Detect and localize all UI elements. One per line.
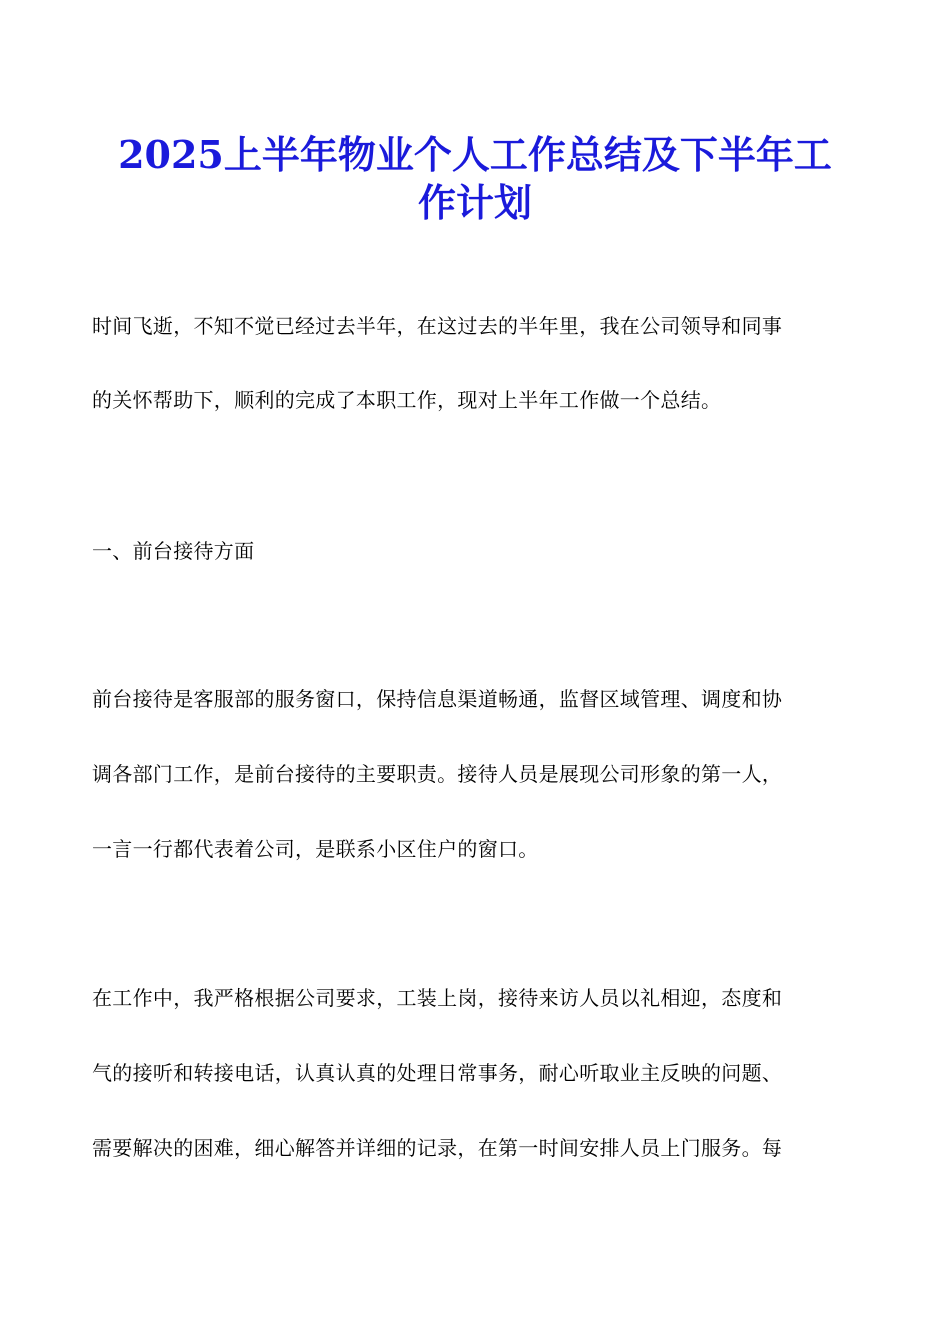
document-title-line-1: 2025上半年物业个人工作总结及下半年工 [118, 132, 832, 177]
paragraph-4-line-1: 在工作中，我严格根据公司要求，工装上岗，接待来访人员以礼相迎，态度和 [92, 986, 783, 1010]
paragraph-3-line-1: 前台接待是客服部的服务窗口，保持信息渠道畅通，监督区域管理、调度和协 [92, 687, 783, 711]
section-heading-front-desk: 一、前台接待方面 [92, 539, 255, 563]
paragraph-1-line-1: 时间飞逝，不知不觉已经过去半年，在这过去的半年里，我在公司领导和同事 [92, 314, 783, 338]
paragraph-3-line-3: 一言一行都代表着公司，是联系小区住户的窗口。 [92, 837, 539, 861]
paragraph-1-line-2: 的关怀帮助下，顺利的完成了本职工作，现对上半年工作做一个总结。 [92, 388, 722, 412]
document-title-line-2: 作计划 [417, 180, 532, 225]
paragraph-3-line-2: 调各部门工作，是前台接待的主要职责。接待人员是展现公司形象的第一人， [92, 762, 783, 786]
paragraph-4-line-3: 需要解决的困难，细心解答并详细的记录，在第一时间安排人员上门服务。每 [92, 1136, 783, 1160]
paragraph-4-line-2: 气的接听和转接电话，认真认真的处理日常事务，耐心听取业主反映的问题、 [92, 1061, 783, 1085]
